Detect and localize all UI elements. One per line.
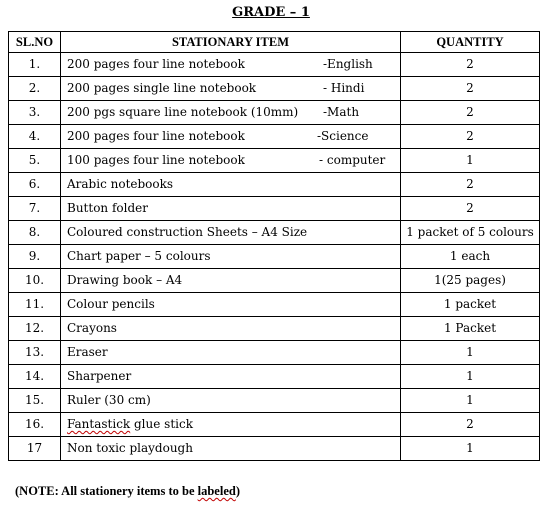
row-sl-no: 10. bbox=[9, 269, 61, 293]
row-sl-no: 12. bbox=[9, 317, 61, 341]
row-quantity: 2 bbox=[401, 53, 540, 77]
table-row bbox=[9, 317, 540, 341]
header-sl-no: SL.NO bbox=[9, 32, 61, 53]
row-sl-no: 17 bbox=[9, 437, 61, 461]
table-row bbox=[9, 77, 540, 101]
row-sl-no: 1. bbox=[9, 53, 61, 77]
table-header-row bbox=[9, 32, 540, 53]
row-item bbox=[61, 101, 401, 125]
row-item bbox=[61, 77, 401, 101]
row-quantity: 1 bbox=[401, 149, 540, 173]
spellcheck-word: labeled bbox=[197, 484, 236, 498]
row-item bbox=[61, 125, 401, 149]
table-row bbox=[9, 221, 540, 245]
row-item bbox=[61, 341, 401, 365]
table-row bbox=[9, 413, 540, 437]
row-item bbox=[61, 245, 401, 269]
row-item bbox=[61, 317, 401, 341]
row-sl-no: 8. bbox=[9, 221, 61, 245]
table-row bbox=[9, 197, 540, 221]
row-item-label: 200 pgs square line notebook (10mm) bbox=[67, 105, 299, 119]
row-sl-no: 5. bbox=[9, 149, 61, 173]
row-item bbox=[61, 365, 401, 389]
row-item bbox=[61, 389, 401, 413]
table-row bbox=[9, 53, 540, 77]
row-sl-no: 14. bbox=[9, 365, 61, 389]
table-row bbox=[9, 293, 540, 317]
row-item-subject: -Science bbox=[317, 129, 369, 143]
row-item-label: Colour pencils bbox=[67, 297, 155, 311]
row-item-label: 100 pages four line notebook bbox=[67, 153, 245, 167]
row-sl-no: 6. bbox=[9, 173, 61, 197]
row-item-label: Ruler (30 cm) bbox=[67, 393, 151, 407]
table-row bbox=[9, 389, 540, 413]
row-sl-no: 15. bbox=[9, 389, 61, 413]
row-sl-no: 2. bbox=[9, 77, 61, 101]
row-item-label: Drawing book – A4 bbox=[67, 273, 183, 287]
spellcheck-word: Fantastick bbox=[67, 417, 131, 431]
table-row bbox=[9, 341, 540, 365]
row-item bbox=[61, 149, 401, 173]
row-item-label: 200 pages four line notebook bbox=[67, 129, 245, 143]
table-row bbox=[9, 269, 540, 293]
table-row bbox=[9, 437, 540, 461]
row-quantity: 1 bbox=[401, 365, 540, 389]
row-item-label: Fantastick glue stick bbox=[67, 417, 193, 431]
table-row bbox=[9, 173, 540, 197]
row-quantity: 1 bbox=[401, 389, 540, 413]
row-quantity: 2 bbox=[401, 413, 540, 437]
row-item bbox=[61, 413, 401, 437]
row-quantity: 1 packet bbox=[401, 293, 540, 317]
row-item-label: Crayons bbox=[67, 321, 117, 335]
row-sl-no: 11. bbox=[9, 293, 61, 317]
row-item bbox=[61, 437, 401, 461]
row-item bbox=[61, 269, 401, 293]
row-item-label: Sharpener bbox=[67, 369, 132, 383]
row-sl-no: 9. bbox=[9, 245, 61, 269]
row-quantity: 2 bbox=[401, 173, 540, 197]
header-item: STATIONARY ITEM bbox=[61, 32, 401, 53]
row-item-label: 200 pages single line notebook bbox=[67, 81, 257, 95]
row-item bbox=[61, 293, 401, 317]
row-item-label: Button folder bbox=[67, 201, 148, 215]
row-quantity: 1 each bbox=[401, 245, 540, 269]
row-item-subject: - computer bbox=[319, 153, 386, 167]
row-item-subject: -English bbox=[323, 57, 373, 71]
row-sl-no: 4. bbox=[9, 125, 61, 149]
row-sl-no: 13. bbox=[9, 341, 61, 365]
table-row bbox=[9, 149, 540, 173]
row-item-label: Chart paper – 5 colours bbox=[67, 249, 211, 263]
row-item-subject: -Math bbox=[323, 105, 360, 119]
row-item-label: Eraser bbox=[67, 345, 108, 359]
row-quantity: 2 bbox=[401, 197, 540, 221]
header-quantity: QUANTITY bbox=[401, 32, 540, 53]
row-item bbox=[61, 197, 401, 221]
row-sl-no: 7. bbox=[9, 197, 61, 221]
row-quantity: 2 bbox=[401, 101, 540, 125]
row-sl-no: 3. bbox=[9, 101, 61, 125]
row-item bbox=[61, 53, 401, 77]
row-item-label: Coloured construction Sheets – A4 Size bbox=[67, 225, 308, 239]
row-sl-no: 16. bbox=[9, 413, 61, 437]
table-row bbox=[9, 101, 540, 125]
row-item-label: Non toxic playdough bbox=[67, 441, 193, 455]
row-quantity: 1(25 pages) bbox=[401, 269, 540, 293]
row-item bbox=[61, 173, 401, 197]
row-item-subject: - Hindi bbox=[323, 81, 365, 95]
row-quantity: 1 bbox=[401, 341, 540, 365]
row-item-label: 200 pages four line notebook bbox=[67, 57, 245, 71]
row-item bbox=[61, 221, 401, 245]
table-row bbox=[9, 365, 540, 389]
row-quantity: 1 Packet bbox=[401, 317, 540, 341]
row-quantity: 1 bbox=[401, 437, 540, 461]
stationery-table bbox=[8, 31, 540, 461]
row-quantity: 2 bbox=[401, 125, 540, 149]
table-row bbox=[9, 125, 540, 149]
note-label: (NOTE: All stationery items to be labeled) bbox=[15, 484, 240, 498]
row-quantity: 1 packet of 5 colours bbox=[401, 221, 540, 245]
page-title: GRADE – 1 bbox=[232, 5, 310, 20]
note-text bbox=[15, 484, 240, 499]
row-item-label: Arabic notebooks bbox=[67, 177, 174, 191]
row-quantity: 2 bbox=[401, 77, 540, 101]
table-row bbox=[9, 245, 540, 269]
